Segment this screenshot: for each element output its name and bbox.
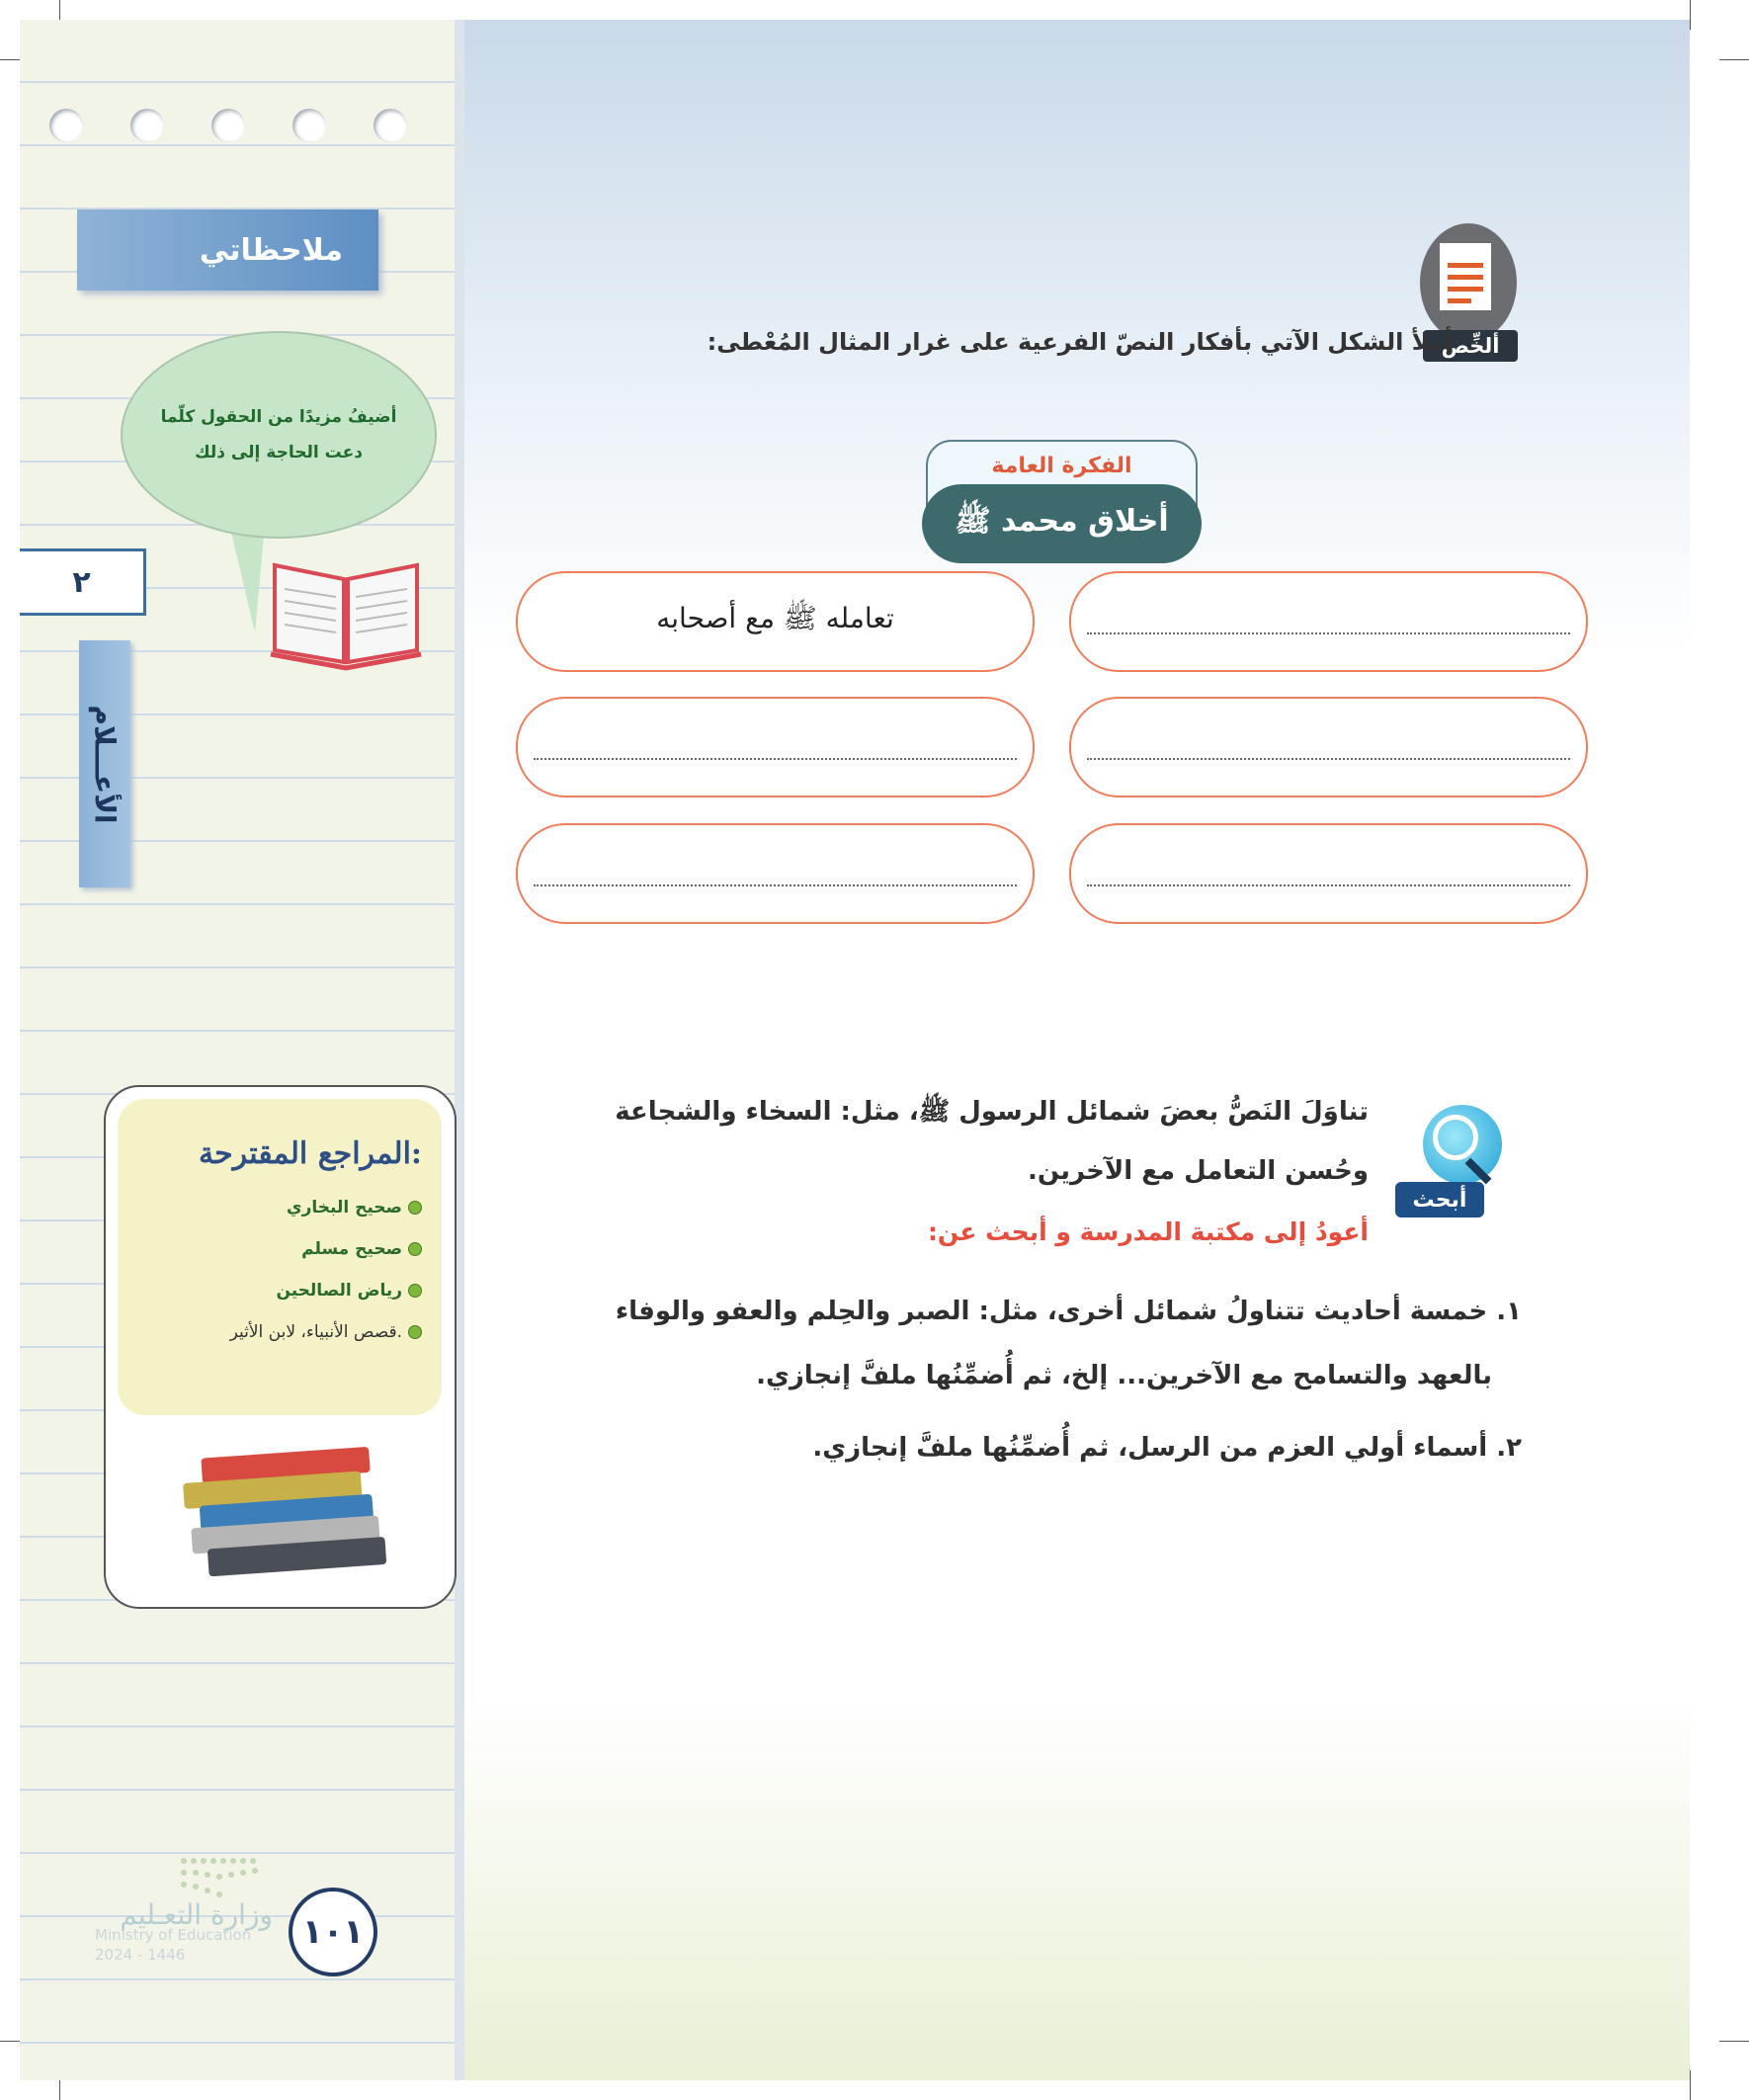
- sub-idea-field[interactable]: [1069, 571, 1588, 672]
- bullet-icon: [408, 1284, 422, 1298]
- notebook-sidebar: [20, 20, 464, 2080]
- logo-english: Ministry of Education: [95, 1926, 252, 1944]
- bullet-icon: [408, 1325, 422, 1339]
- sub-idea-field[interactable]: [516, 823, 1035, 924]
- unit-title: الأعـــلام: [88, 704, 122, 824]
- unit-number-tab: ٢: [20, 548, 146, 616]
- sub-idea-text: [518, 825, 1033, 922]
- research-intro-line: وحُسن التعامل مع الآخرين.: [1027, 1156, 1369, 1186]
- crop-mark: [1719, 59, 1749, 60]
- bullet-icon: [408, 1242, 422, 1256]
- reference-label: رياض الصالحين: [276, 1281, 402, 1301]
- general-idea-label: الفكرة العامة: [991, 454, 1132, 478]
- open-book-icon: [267, 555, 425, 672]
- reference-item: [230, 1322, 422, 1342]
- reference-item: [276, 1281, 422, 1301]
- summarize-instruction: أملأ الشكل الآتي بأفكار النصّ الفرعية على غرار المثال المُعْطى:: [707, 328, 1453, 356]
- sub-idea-field[interactable]: [1069, 823, 1588, 924]
- research-tag: أبحث: [1395, 1182, 1484, 1218]
- speech-bubble-tail: [229, 524, 265, 632]
- summarize-document-icon: [1420, 223, 1517, 342]
- logo-year: 2024 - 1446: [95, 1946, 186, 1964]
- sub-idea-text: تعامله ﷺ مع أصحابه: [656, 602, 894, 634]
- binder-hole: [211, 109, 245, 142]
- binder-hole: [130, 109, 164, 142]
- page-number: ١٠١: [289, 1888, 377, 1976]
- reference-item: [301, 1239, 422, 1259]
- binder-hole: [292, 109, 326, 142]
- sub-idea-text: [518, 699, 1033, 796]
- research-task-item: ١. خمسة أحاديث تتناولُ شمائل أخرى، مثل: الصبر والحِلم والعفو والوفاء: [615, 1297, 1522, 1326]
- research-task-item: بالعهد والتسامح مع الآخرين... إلخ، ثم أُضمِّنُها ملفَّ إنجازي.: [756, 1361, 1492, 1390]
- text-line: [1448, 263, 1483, 268]
- research-intro-line: تناوَلَ النَصُّ بعضَ شمائل الرسول ﷺ، مثل: السخاء والشجاعة: [615, 1097, 1369, 1127]
- research-task-item: ٢. أسماء أولي العزم من الرسل، ثم أُضمِّنُها ملفَّ إنجازي.: [812, 1433, 1522, 1463]
- text-line: [1448, 287, 1483, 292]
- magnifier-ring: [1433, 1115, 1478, 1160]
- ministry-logo: [95, 1853, 273, 1965]
- sub-idea-text: [1071, 825, 1586, 922]
- research-task-heading: أعودُ إلى مكتبة المدرسة و أبحث عن:: [927, 1218, 1369, 1246]
- crop-mark: [1690, 2070, 1691, 2100]
- notes-label: ملاحظاتي: [77, 210, 378, 291]
- bubble-text: أضيفُ مزيدًا من الحقول كلّما دعت الحاجة إلى ذلك: [160, 407, 397, 462]
- sub-idea-text: [1071, 699, 1586, 796]
- binder-hole: [49, 109, 83, 142]
- sub-idea-field[interactable]: [1069, 697, 1588, 798]
- binder-hole: [374, 109, 407, 142]
- reference-label: صحيح البخاري: [287, 1198, 402, 1218]
- speech-bubble: [121, 331, 437, 539]
- bullet-icon: [408, 1201, 422, 1215]
- references-panel: [118, 1099, 442, 1415]
- reference-label: صحيح مسلم: [301, 1239, 402, 1259]
- sub-idea-field[interactable]: [516, 697, 1035, 798]
- summarize-tag: ألخِّص: [1423, 330, 1518, 362]
- crop-mark: [1719, 2041, 1749, 2042]
- books-stack-icon: [145, 1423, 422, 1591]
- text-line: [1448, 275, 1483, 280]
- reference-item: [287, 1198, 422, 1218]
- sub-idea-field: [516, 571, 1035, 672]
- text-line: [1448, 298, 1471, 303]
- unit-title-tab: [79, 640, 130, 887]
- logo-dots-icon: [95, 1853, 273, 1900]
- reference-label: قصص الأنبياء، لابن الأثير.: [229, 1322, 402, 1342]
- suggested-references-box: [104, 1085, 457, 1609]
- logo-arabic: وزارة التعـليم: [120, 1898, 273, 1931]
- general-idea-value: أخلاق محمد ﷺ: [922, 484, 1202, 563]
- crop-mark: [1690, 0, 1691, 30]
- references-title: المراجع المقترحة:: [199, 1136, 422, 1171]
- sub-idea-text: [1071, 573, 1586, 670]
